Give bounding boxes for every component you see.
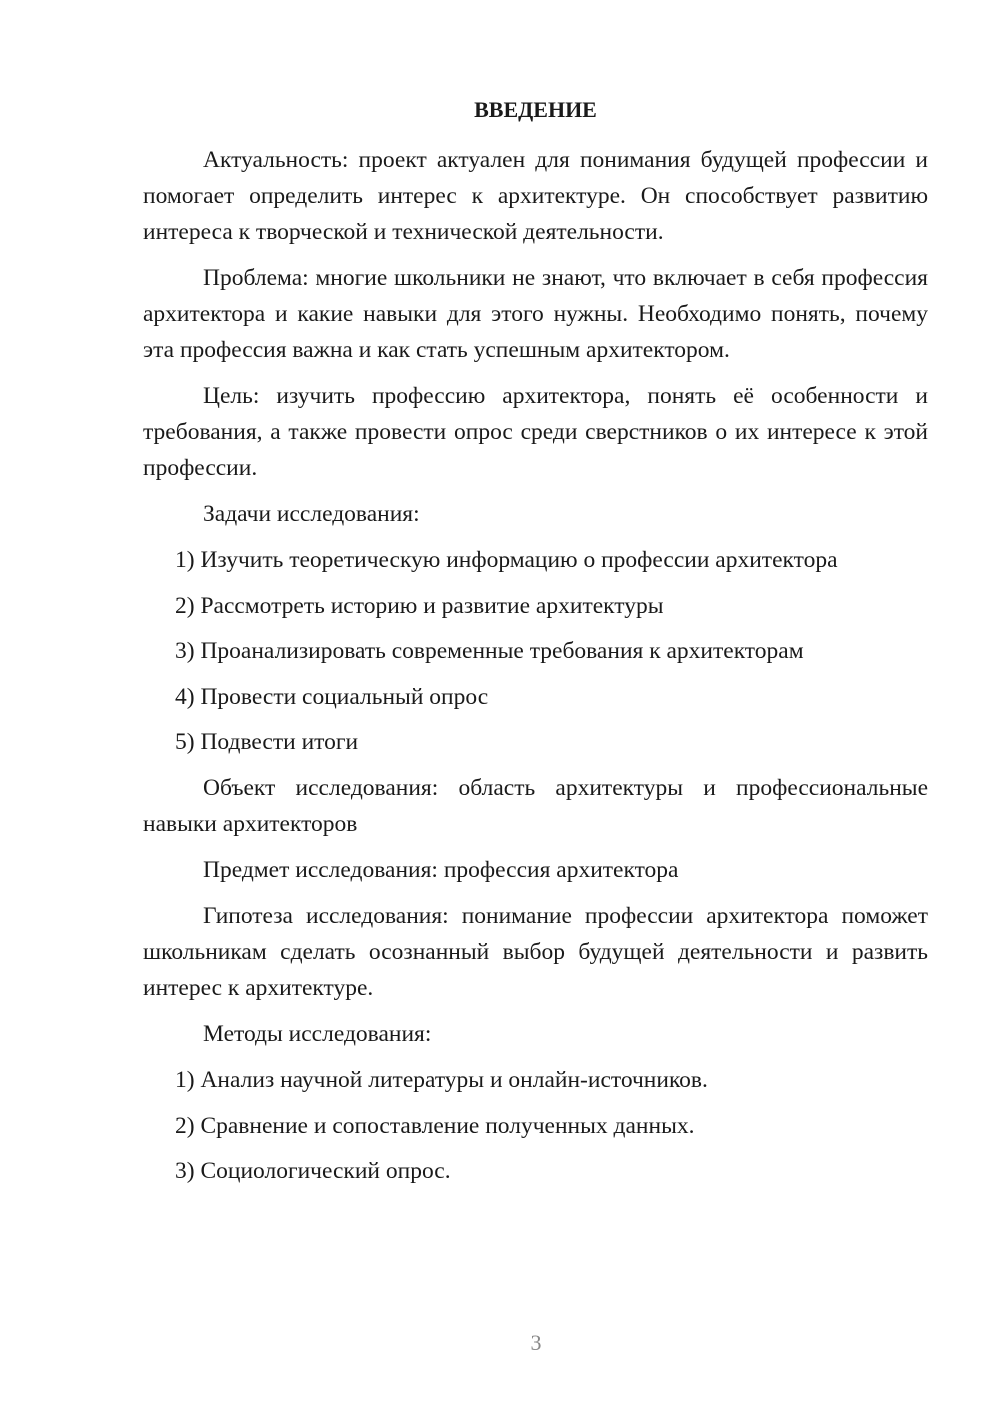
tasks-heading: Задачи исследования:	[203, 501, 420, 527]
list-item: 3) Проанализировать современные требования к архитекторам	[175, 638, 804, 664]
page-number: 3	[530, 1330, 542, 1355]
list-item: 1) Изучить теоретическую информацию о профессии архитектора	[175, 547, 838, 573]
list-item: 4) Провести социальный опрос	[175, 683, 489, 710]
methods-list	[143, 1062, 928, 1189]
list-item: 1) Анализ научной литературы и онлайн-источников.	[175, 1067, 708, 1093]
section-title: ВВЕДЕНИЕ	[474, 97, 597, 122]
document-page	[143, 92, 928, 1199]
goal-paragraph: Цель: изучить профессию архитектора, понять её особенности и требования, а также провести опрос среди сверстников о их интересе к этой профессии.	[143, 383, 928, 481]
tasks-list	[143, 542, 928, 760]
methods-heading: Методы исследования:	[203, 1021, 432, 1047]
list-item: 2) Сравнение и сопоставление полученных данных.	[175, 1112, 695, 1139]
relevance-paragraph: Актуальность: проект актуален для понимания будущей профессии и помогает определить интерес к архитектуре. Он способствует развитию интереса к творческой и технической деятельности.	[143, 147, 928, 245]
object-paragraph: Объект исследования: область архитектуры и профессиональные навыки архитекторов	[143, 775, 928, 837]
list-item: 5) Подвести итоги	[175, 729, 359, 755]
subject-paragraph: Предмет исследования: профессия архитектора	[203, 857, 679, 883]
list-item: 3) Социологический опрос.	[175, 1158, 451, 1184]
hypothesis-paragraph: Гипотеза исследования: понимание профессии архитектора поможет школьникам сделать осознанный выбор будущей деятельности и развить интерес к архитектуре.	[143, 903, 928, 1001]
list-item: 2) Рассмотреть историю и развитие архитектуры	[175, 592, 664, 619]
problem-paragraph: Проблема: многие школьники не знают, что включает в себя профессия архитектора и какие навыки для этого нужны. Необходимо понять, почему эта профессия важна и как стать успешным архитектором.	[143, 265, 928, 363]
